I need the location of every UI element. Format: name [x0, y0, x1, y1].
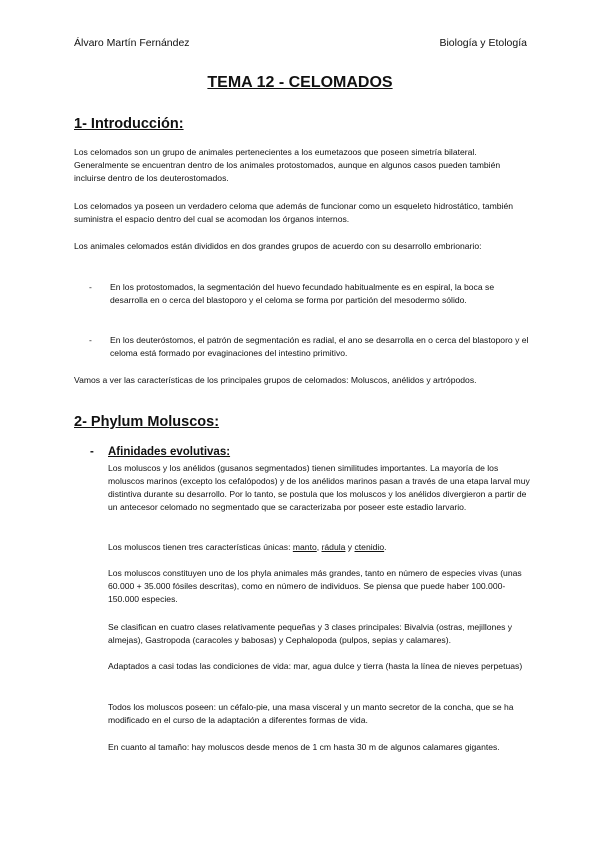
- term-separator: ,: [316, 542, 322, 552]
- section-heading-introduccion: 1- Introducción:: [74, 116, 184, 132]
- term-separator: y: [345, 542, 355, 552]
- list-item-protostomados: [74, 281, 529, 307]
- header-author: Álvaro Martín Fernández: [74, 37, 190, 49]
- size-paragraph: En cuanto al tamaño: hay moluscos desde menos de 1 cm hasta 30 m de algunos calamares gigantes.: [108, 742, 500, 752]
- bullet-dash: -: [89, 335, 92, 345]
- bullet-text: En los protostomados, la segmentación del huevo fecundado habitualmente es en espiral, la boca se desarrolla en o cerca del blastoporo y el celoma se forma por partición del mesodermo sólido.: [110, 282, 495, 305]
- habitat-paragraph: Adaptados a casi todas las condiciones de vida: mar, agua dulce y tierra (hasta la línea de nieves perpetuas): [108, 661, 523, 671]
- term-ctenidio: ctenidio: [354, 542, 385, 552]
- document-title: TEMA 12 - CELOMADOS: [207, 74, 393, 91]
- body-plan-paragraph: Todos los moluscos poseen: un céfalo-pie, una masa visceral y un manto secretor de la concha, que se ha modificado en el curso de la adaptación a diferentes formas de vida.: [108, 702, 514, 725]
- term-manto: manto: [292, 542, 317, 552]
- term-end: .: [384, 542, 387, 552]
- species-count-paragraph: Los moluscos constituyen uno de los phyla animales más grandes, tanto en número de especies vivas (unas 60.000 + 35.000 fósiles descritas), como en número de individuos. Se piensa que puede haber 100.000-150.000 especies.: [108, 568, 522, 604]
- intro-paragraph-3: Los animales celomados están divididos en dos grandes grupos de acuerdo con su desarrollo embrionario:: [74, 241, 482, 251]
- bullet-text: En los deuteróstomos, el patrón de segmentación es radial, el ano se desarrolla en o cerca del blastoporo y el celoma está formado por evaginaciones del intestino primitivo.: [110, 335, 529, 358]
- intro-paragraph-4: Vamos a ver las características de los principales grupos de celomados: Moluscos, anélidos y artrópodos.: [74, 375, 477, 385]
- unique-intro: Los moluscos tienen tres características únicas:: [108, 542, 293, 552]
- afinidades-paragraph: Los moluscos y los anélidos (gusanos segmentados) tienen similitudes importantes. La mayoría de los moluscos marinos (excepto los cefalópodos) y de los anélidos marinos pasan a través de una etapa larval muy distintiva durante su desarrollo. Por lo tanto, se postula que los moluscos y los anélidos divergieron a partir de un antecesor celomado no segmentado que se caracterizaba por poseer este estadio larvario.: [108, 463, 530, 512]
- subheading-label: Afinidades evolutivas:: [108, 446, 231, 458]
- unique-features-paragraph: [108, 541, 533, 554]
- section-heading-moluscos: 2- Phylum Moluscos:: [74, 414, 220, 430]
- list-item-deuterostomos: [74, 334, 529, 360]
- intro-paragraph-2: Los celomados ya poseen un verdadero celoma que además de funcionar como un esqueleto hidrostático, también suministra el espacio dentro del cual se acomodan los órganos internos.: [74, 201, 514, 224]
- term-radula: rádula: [321, 542, 346, 552]
- header-course: Biología y Etología: [439, 37, 527, 49]
- subheading-afinidades: [90, 446, 230, 458]
- bullet-dash: -: [89, 282, 92, 292]
- classification-paragraph: Se clasifican en cuatro clases relativamente pequeñas y 3 clases principales: Bivalvia (ostras, mejillones y almejas), Gastropoda (caracoles y babosas) y Cephalopoda (pulpos, sepias y calamares).: [108, 622, 513, 645]
- intro-paragraph-1: Los celomados son un grupo de animales pertenecientes a los eumetazoos que poseen simetría bilateral. Generalmente se encuentran dentro de los animales protostomados, aunque en algunos casos pueden también incluirse dentro de los deuterostomados.: [74, 147, 501, 183]
- sub-dash: -: [90, 446, 94, 458]
